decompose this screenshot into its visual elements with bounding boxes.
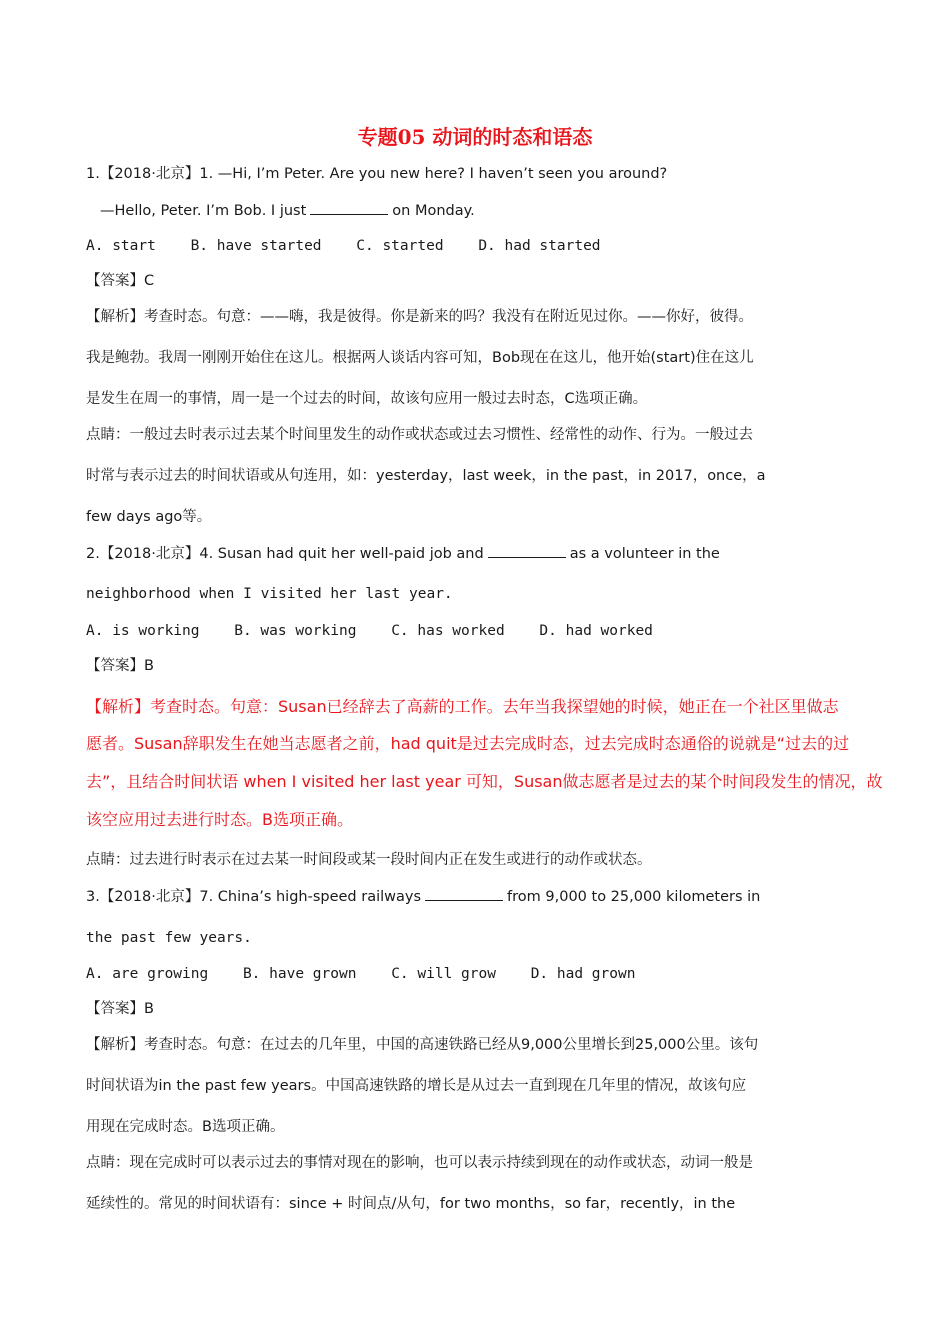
q2-analysis-line2: 愿者。Susan辞职发生在她当志愿者之前，had quit是过去完成时态，过去完成时态通俗的说就是“过去的过 xyxy=(86,734,850,753)
q1-analysis-line2: 我是鲍勃。我周一刚刚开始住在这儿。根据两人谈话内容可知，Bob现在在这儿，他开始(start)住在这儿 xyxy=(86,350,754,366)
q2-option-a: A. is working xyxy=(86,623,200,639)
q3-tip-line1: 点睛：现在完成时可以表示过去的事情对现在的影响，也可以表示持续到现在的动作或状态，动词一般是 xyxy=(86,1155,753,1171)
q1-analysis-line1: 【解析】考查时态。句意：——嗨，我是彼得。你是新来的吗？我没有在附近见过你。——你好，彼得。 xyxy=(86,309,753,325)
q3-option-d: D. had grown xyxy=(530,966,636,982)
q3-answer: 【答案】B xyxy=(86,1001,154,1017)
q3-option-c: C. will grow xyxy=(391,966,496,982)
q2-option-b: B. was working xyxy=(234,623,357,639)
q2-stem-line2: neighborhood when I visited her last year. xyxy=(86,586,453,602)
q2-analysis-line1: 【解析】考查时态。句意：Susan已经辞去了高薪的工作。去年当我探望她的时候，她正在一个社区里做志 xyxy=(86,697,839,716)
q3-stem-line2: the past few years. xyxy=(86,930,252,946)
q3-analysis-line1: 【解析】考查时态。句意：在过去的几年里，中国的高速铁路已经从9,000公里增长到25,000公里。该句 xyxy=(86,1037,759,1053)
q1-tip-line3: few days ago等。 xyxy=(86,509,212,525)
q1-option-d: D. had started xyxy=(478,238,601,254)
q2-stem-text: 2.【2018·北京】4. Susan had quit her well-paid job and xyxy=(86,546,484,562)
q1-stem-text-end: on Monday. xyxy=(392,203,475,219)
q1-stem-line2 xyxy=(100,200,475,221)
q2-blank xyxy=(488,543,566,558)
q1-stem-text: —Hello, Peter. I’m Bob. I just xyxy=(100,203,307,219)
q3-option-a: A. are growing xyxy=(86,966,209,982)
q3-analysis-line2: 时间状语为in the past few years。中国高速铁路的增长是从过去一直到现在几年里的情况，故该句应 xyxy=(86,1078,747,1094)
q1-analysis-line3: 是发生在周一的事情，周一是一个过去的时间，故该句应用一般过去时态，C选项正确。 xyxy=(86,391,648,407)
q2-stem-text-end: as a volunteer in the xyxy=(569,546,720,562)
page-title: 专题05 动词的时态和语态 xyxy=(357,125,593,149)
q1-option-a: A. start xyxy=(86,238,156,254)
q1-answer: 【答案】C xyxy=(86,273,155,289)
q2-stem-line1 xyxy=(86,543,720,564)
q2-option-d: D. had worked xyxy=(539,623,653,639)
q1-option-c: C. started xyxy=(356,238,444,254)
q1-tip-line2: 时常与表示过去的时间状语或从句连用，如：yesterday，last week，in the past，in 2017，once，a xyxy=(86,468,766,484)
q3-stem-text-end: from 9,000 to 25,000 kilometers in xyxy=(507,889,761,905)
q2-tip: 点睛：过去进行时表示在过去某一时间段或某一段时间内正在发生或进行的动作或状态。 xyxy=(86,852,652,868)
q3-analysis-line3: 用现在完成时态。B选项正确。 xyxy=(86,1119,285,1135)
q3-tip-line2: 延续性的。常见的时间状语有：since + 时间点/从句，for two months，so far，recently，in the xyxy=(86,1196,736,1212)
q1-tip-line1: 点睛：一般过去时表示过去某个时间里发生的动作或状态或过去习惯性、经常性的动作、行为。一般过去 xyxy=(86,427,753,443)
q2-option-c: C. has worked xyxy=(391,623,505,639)
q3-options xyxy=(86,964,661,984)
q2-options xyxy=(86,621,679,641)
q1-blank xyxy=(310,200,388,215)
q3-stem-text: 3.【2018·北京】7. China’s high-speed railways xyxy=(86,889,422,905)
q2-answer: 【答案】B xyxy=(86,658,154,674)
q1-options xyxy=(86,236,627,256)
q1-option-b: B. have started xyxy=(190,238,322,254)
q1-stem-line1: 1.【2018·北京】1. —Hi, I’m Peter. Are you new here? I haven’t seen you around? xyxy=(86,166,668,182)
q3-option-b: B. have grown xyxy=(242,966,357,982)
q3-blank xyxy=(425,886,503,901)
q2-analysis-line4: 该空应用过去进行时态。B选项正确。 xyxy=(86,810,353,829)
q2-analysis-line3: 去”，且结合时间状语 when I visited her last year 可知，Susan做志愿者是过去的某个时间段发生的情况，故 xyxy=(86,772,883,791)
q3-stem-line1 xyxy=(86,886,760,907)
